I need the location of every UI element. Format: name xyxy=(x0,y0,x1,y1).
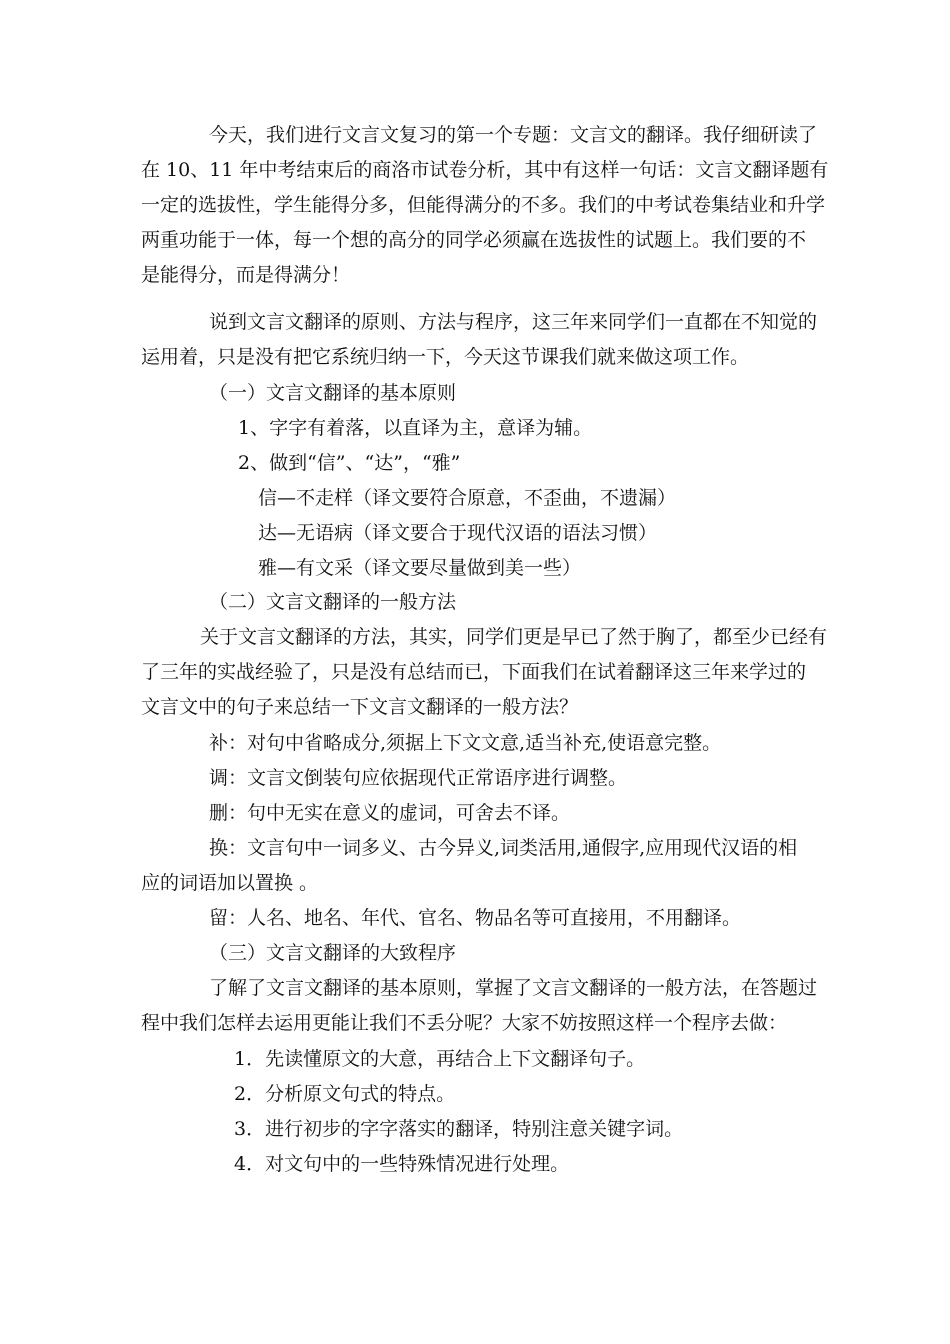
procedure-step-1: 1．先读懂原文的大意，再结合上下文翻译句子。 xyxy=(234,1048,646,1070)
section2-intro-line-1: 关于文言文翻译的方法，其实，同学们更是早已了然于胸了，都至少已经有 xyxy=(200,626,828,648)
intro-line-1: 今天，我们进行文言文复习的第一个专题：文言文的翻译。我仔细研读了 xyxy=(209,124,818,146)
section3-heading: （三）文言文翻译的大致程序 xyxy=(209,942,457,964)
method-liu: 留：人名、地名、年代、官名、物品名等可直接用，不用翻译。 xyxy=(209,907,742,929)
section1-item-1: 1、字字有着落，以直译为主，意译为辅。 xyxy=(238,417,593,439)
section2-intro-line-3: 文言文中的句子来总结一下文言文翻译的一般方法？ xyxy=(141,696,579,718)
section1-heading: （一）文言文翻译的基本原则 xyxy=(209,382,457,404)
method-bu: 补：对句中省略成分,须据上下文文意,适当补充,使语意完整。 xyxy=(209,732,722,754)
intro-line-2: 在 10、11 年中考结束后的商洛市试卷分析，其中有这样一句话：文言文翻译题有 xyxy=(141,159,829,181)
principle-da: 达—无语病（译文要合于现代汉语的语法习惯） xyxy=(258,522,658,544)
method-tiao: 调：文言文倒装句应依据现代正常语序进行调整。 xyxy=(209,767,628,789)
principle-xin: 信—不走样（译文要符合原意，不歪曲，不遗漏） xyxy=(258,487,677,509)
method-huan-line-2: 应的词语加以置换 。 xyxy=(141,872,319,894)
intro-line-3: 一定的选拔性，学生能得分多，但能得满分的不多。我们的中考试卷集结业和升学 xyxy=(141,194,826,216)
section1-item-2: 2、做到“信”、“达”，“雅” xyxy=(238,452,461,474)
principle-ya: 雅—有文采（译文要尽量做到美一些） xyxy=(258,557,582,579)
procedure-step-3: 3．进行初步的字字落实的翻译，特别注意关键字词。 xyxy=(234,1118,684,1140)
method-shan: 删：句中无实在意义的虚词，可舍去不译。 xyxy=(209,802,571,824)
intro-line-5: 是能得分，而是得满分！ xyxy=(141,264,351,286)
method-huan-line-1: 换：文言句中一词多义、古今异义,词类活用,通假字,应用现代汉语的相 xyxy=(209,837,798,859)
para2-line-2: 运用着，只是没有把它系统归纳一下，今天这节课我们就来做这项工作。 xyxy=(141,346,750,368)
section2-heading: （二）文言文翻译的一般方法 xyxy=(209,591,457,613)
procedure-step-4: 4．对文句中的一些特殊情况进行处理。 xyxy=(234,1153,570,1175)
intro-line-4: 两重功能于一体，每一个想的高分的同学必须赢在选拔性的试题上。我们要的不 xyxy=(141,229,807,251)
section3-intro-line-1: 了解了文言文翻译的基本原则，掌握了文言文翻译的一般方法，在答题过 xyxy=(209,977,818,999)
procedure-step-2: 2．分析原文句式的特点。 xyxy=(234,1083,456,1105)
section3-intro-line-2: 程中我们怎样去运用更能让我们不丢分呢？大家不妨按照这样一个程序去做： xyxy=(141,1012,788,1034)
section2-intro-line-2: 了三年的实战经验了，只是没有总结而已，下面我们在试着翻译这三年来学过的 xyxy=(141,661,807,683)
para2-line-1: 说到文言文翻译的原则、方法与程序，这三年来同学们一直都在不知觉的 xyxy=(209,311,818,333)
